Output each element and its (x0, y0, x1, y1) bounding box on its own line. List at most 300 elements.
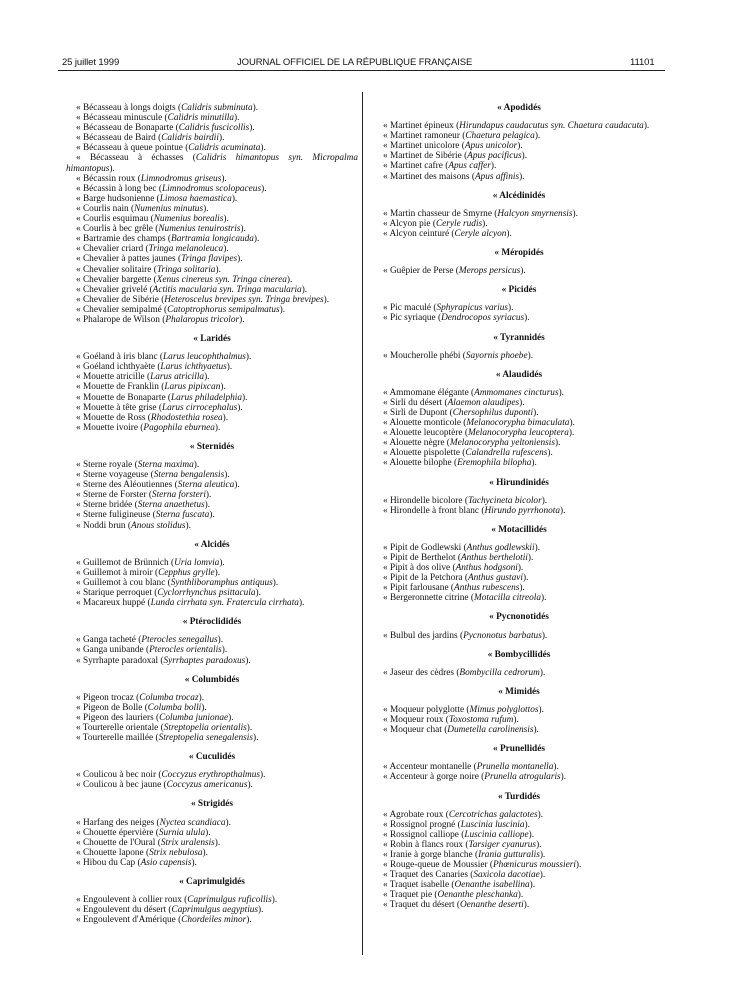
paren-open: ( (461, 542, 467, 553)
paren-close: ). (193, 460, 200, 470)
scientific-name: Anous stolidus (131, 520, 186, 531)
paren-open: ( (152, 567, 159, 578)
paren-close: ). (298, 598, 305, 609)
paren-open: ( (462, 573, 468, 584)
scientific-name: Ceryle rudis (435, 218, 483, 229)
species-entry (66, 780, 358, 790)
common-name: « Martinet unicolore (383, 141, 460, 152)
scientific-name: Caprimulgus aegyptius (171, 905, 259, 916)
paren-close: ). (223, 214, 229, 225)
common-name: « Chouette de l'Oural (76, 837, 156, 848)
scientific-name: Sterna forsteri (151, 490, 206, 501)
family-heading: « Laridés (193, 334, 231, 345)
paren-open: ( (165, 234, 172, 245)
scientific-name: Apus unicolor (464, 141, 518, 152)
common-name: « Chevalier grivelé (76, 284, 148, 295)
common-name: « Guillemot à miroir (76, 567, 153, 578)
scientific-name: Pagophila eburnea (143, 422, 215, 433)
paren-open: ( (168, 557, 175, 568)
species-entry (373, 131, 665, 141)
paren-open: ( (165, 392, 172, 403)
paren-open: ( (432, 890, 438, 901)
scientific-name: Syrrhaptes paradoxus (163, 655, 246, 666)
paren-close: ). (547, 448, 553, 459)
paren-close: ). (226, 362, 233, 373)
species-entry (373, 141, 665, 151)
paren-open: ( (459, 131, 466, 142)
paren-open: ( (443, 809, 449, 820)
family-heading: « Hirundinidés (489, 477, 549, 488)
paren-close: ). (239, 314, 245, 325)
species-entry (66, 510, 358, 520)
paren-close: ). (261, 183, 267, 194)
species-entry (66, 500, 358, 510)
common-name: « Mouette ivoire (76, 422, 138, 433)
common-name: « Chevalier semipalmé (76, 304, 162, 315)
paren-open: ( (135, 857, 141, 868)
scientific-name: Calidris acuminata (188, 143, 261, 154)
paren-close: ). (220, 382, 226, 393)
species-entry (66, 838, 358, 848)
paren-open: ( (144, 372, 151, 383)
paren-close: ). (191, 857, 197, 868)
family-heading: « Alcédinidés (492, 190, 546, 201)
common-name: « Jaseur des cèdres (383, 667, 454, 678)
species-entry (373, 840, 665, 850)
common-name: « Moqueur chat (383, 725, 442, 736)
species-entry (66, 275, 358, 285)
species-entry (66, 905, 358, 915)
scientific-name: Numenius minutus (134, 203, 204, 214)
paren-close: ). (520, 266, 526, 277)
paren-open: ( (161, 304, 168, 315)
family-heading: « Bombycillidés (487, 649, 551, 660)
paren-open: ( (153, 827, 159, 838)
common-name: « Traquet des Canaries (383, 870, 468, 881)
paren-open: ( (132, 460, 138, 470)
species-entry (66, 352, 358, 362)
scientific-name: Columba junionae (159, 712, 229, 723)
scientific-name: Bombycilla cedrorum (459, 667, 540, 678)
species-entry (373, 725, 665, 735)
paren-open: ( (148, 470, 154, 481)
paren-close: ). (560, 772, 567, 783)
species-entry (373, 313, 665, 323)
common-name: « Sterne des Aléoutiennes (76, 480, 173, 491)
species-entry (66, 393, 358, 403)
scientific-name: Streptopelia senegalensis (158, 733, 253, 744)
paren-close: ). (506, 228, 512, 239)
paren-open: ( (154, 817, 160, 828)
species-entry (66, 895, 358, 905)
header-date: 25 juillet 1999 (62, 57, 120, 68)
species-entry (373, 458, 665, 468)
common-name: « Sirli de Dupont (383, 407, 448, 418)
common-name: « Bécasseau à queue pointue (76, 143, 183, 154)
paren-close: ). (214, 837, 221, 848)
species-entry (66, 828, 358, 838)
common-name: « Pipit de la Petchora (383, 573, 463, 584)
common-name: « Sterne de Forster (76, 490, 147, 501)
scientific-name: Streptopelia orientalis (163, 722, 247, 733)
paren-close: ). (185, 520, 191, 531)
scientific-name: Larus philadelphia (171, 392, 243, 403)
common-name: « Traquet pie (383, 890, 433, 901)
species-entry (66, 558, 358, 568)
scientific-name: Larus ichthyaetus (160, 362, 227, 373)
paren-close: ). (490, 161, 497, 172)
common-name: « Harfang des neiges (76, 817, 155, 828)
common-name: « Phalarope de Wilson (76, 314, 160, 325)
scientific-name: Oenanthe deserti (459, 900, 524, 911)
paren-open: ( (158, 382, 165, 393)
family-heading: « Pycnonotidés (489, 612, 549, 623)
paren-close: ). (531, 458, 537, 469)
paren-close: ). (279, 304, 286, 315)
paren-close: ). (252, 103, 259, 113)
scientific-name: Anthus gustavi (467, 573, 523, 584)
species-entry (373, 229, 665, 239)
scientific-name: Caprimulgus ruficollis (187, 895, 272, 906)
common-name: « Traquet du désert (383, 900, 455, 911)
paren-open: ( (175, 254, 182, 265)
paren-close: ). (223, 244, 229, 255)
species-entry (373, 303, 665, 313)
scientific-name: Toxostoma rufum (448, 715, 514, 726)
paren-open: ( (454, 667, 460, 678)
paren-open: ( (175, 103, 182, 113)
paren-open: ( (152, 224, 159, 235)
common-name: « Engoulevent du désert (76, 905, 167, 916)
paren-close: ). (539, 849, 546, 860)
paren-open: ( (472, 849, 479, 860)
species-entry (66, 244, 358, 254)
paren-close: ). (524, 819, 530, 830)
paren-close: ). (569, 418, 575, 429)
paren-close: ). (219, 557, 225, 568)
species-entry (373, 830, 665, 840)
paren-close: ). (214, 422, 221, 433)
common-name: « Pipit de Berthelot (383, 553, 456, 563)
paren-close: ). (519, 397, 525, 408)
paren-close: ). (209, 510, 215, 521)
right-column (373, 103, 665, 911)
species-entry (66, 174, 358, 184)
paren-open: ( (132, 500, 138, 511)
species-entry (66, 113, 358, 123)
common-name: « Bartramie des champs (76, 234, 166, 245)
species-entry (373, 506, 665, 516)
scientific-name: Synthliboramphus antiquus (170, 577, 273, 588)
paren-close: ). (204, 500, 211, 511)
common-name: « Tourterelle orientale (76, 722, 159, 733)
common-name: « Rouge-queue de Moussier (383, 860, 488, 871)
common-name: « Pigeon trocaz (76, 692, 134, 703)
scientific-name: Asio capensis (140, 857, 192, 868)
scientific-name: Cyclorrhynchus psittacula (157, 588, 256, 599)
paren-close: ). (205, 490, 212, 501)
scientific-name: Luscinia calliope (464, 829, 529, 840)
paren-close: ). (529, 880, 536, 891)
family-heading: « Alcidés (194, 539, 230, 550)
paren-close: ). (559, 505, 566, 516)
scientific-name: Anthus hodgsoni (455, 563, 518, 574)
paren-open: ( (162, 113, 168, 124)
paren-close: ). (572, 208, 578, 219)
common-name: « Alouette nègre (383, 438, 445, 449)
scientific-name: Lunda cirrhata syn. Fratercula cirrhata (150, 598, 299, 609)
common-name: « Engoulevent à collier roux (76, 895, 182, 906)
common-name: « Goéland à iris blanc (76, 352, 158, 363)
scientific-name: Pterocles orientalis (149, 645, 222, 656)
paren-close: ). (109, 163, 115, 174)
scientific-name: Halcyon smyrnensis (497, 208, 573, 219)
species-entry (373, 573, 665, 583)
paren-close: ). (240, 224, 246, 235)
paren-open: ( (142, 702, 148, 713)
paren-open: ( (151, 274, 157, 285)
common-name: « Pipit farlousane (383, 583, 449, 594)
species-entry (373, 172, 665, 182)
paren-open: ( (137, 422, 144, 433)
scientific-name: Limosa haemastica (159, 193, 232, 204)
paren-open: ( (460, 418, 467, 429)
paren-open: ( (154, 193, 160, 204)
scientific-name: Pycnonotus barbatus (463, 630, 542, 641)
family-heading: « Turdidés (497, 791, 541, 802)
paren-open: ( (172, 480, 178, 491)
paren-open: ( (459, 141, 465, 152)
common-name: « Alouette bilophe (383, 458, 452, 469)
header-title: JOURNAL OFFICIEL DE LA RÉPUBLIQUE FRANÇAISE (237, 57, 473, 68)
paren-close: ). (523, 900, 530, 911)
common-name: « Guillemot de Brünnich (76, 557, 169, 568)
common-name: « Mouette de Bonaparte (76, 392, 166, 403)
scientific-name: Calidris bairdii (161, 133, 219, 144)
paren-open: ( (448, 583, 455, 594)
scientific-name: Sterna anaethetus (137, 500, 205, 511)
paren-open: ( (175, 915, 182, 926)
paren-close: ). (249, 123, 255, 134)
common-name: « Sterne voyageuse (76, 470, 149, 481)
paren-close: ). (517, 890, 524, 901)
scientific-name: Eremophila bilopha (457, 458, 532, 469)
common-name: « Alouette leucoptère (383, 428, 463, 439)
header-rule (58, 70, 665, 71)
species-entry (373, 428, 665, 438)
paren-close: ). (507, 303, 514, 314)
paren-open: ( (151, 264, 157, 275)
common-name: « Sirli du désert (383, 397, 443, 408)
species-entry (66, 848, 358, 858)
paren-open: ( (457, 630, 464, 641)
scientific-name: Heteroscelus brevipes syn. Tringa brevipes (164, 294, 324, 305)
species-entry (66, 184, 358, 194)
common-name: « Engoulevent d'Amérique (76, 915, 176, 926)
scientific-name: Phœnicurus moussieri (493, 860, 576, 871)
species-entry (373, 398, 665, 408)
paren-open: ( (181, 895, 188, 906)
species-entry (66, 818, 358, 828)
scientific-name: Mimus polyglottos (469, 704, 539, 715)
paren-open: ( (183, 153, 196, 164)
scientific-name: Melanocorypha leucoptera (467, 428, 569, 439)
scientific-name: Numenius tenuirostris (158, 224, 241, 235)
common-name: « Bécasseau à longs doigts (76, 103, 176, 113)
species-entry (373, 705, 665, 715)
scientific-name: Bartramia longicauda (171, 234, 254, 245)
scientific-name: Nyctea scandiaca (159, 817, 226, 828)
common-name: « Hirondelle à front blanc (383, 505, 480, 516)
common-name: « Hirondelle bicolore (383, 495, 463, 506)
paren-close: ). (231, 193, 238, 204)
family-heading: « Ptéroclididés (182, 617, 242, 628)
species-entry (66, 480, 358, 490)
paren-open: ( (143, 847, 150, 858)
paren-close: ). (247, 780, 253, 791)
paren-open: ( (148, 214, 154, 225)
common-name: « Bécasseau de Bonaparte (76, 123, 174, 134)
family-heading: « Motacillidés (491, 524, 547, 535)
paren-close: ). (218, 133, 225, 144)
paren-close: ). (537, 809, 544, 820)
species-entry (373, 388, 665, 398)
common-name: « Sterne fuligineuse (76, 510, 151, 521)
paren-open: ( (453, 121, 460, 132)
paren-close: ). (541, 593, 547, 604)
common-name: « Moqueur polyglotte (383, 704, 465, 715)
scientific-name: Prunella montanella (476, 762, 554, 773)
species-entry (373, 161, 665, 171)
common-name: « Rossignol calliope (383, 829, 459, 840)
common-name: « Bécassin roux (76, 173, 136, 184)
paren-close: ). (237, 402, 243, 413)
family-heading: « Columbidés (184, 674, 240, 685)
paren-close: ). (527, 350, 534, 361)
paren-close: ). (237, 254, 243, 265)
scientific-name: Melanocorypha bimaculata (466, 418, 570, 429)
common-name: « Pipit de Godlewski (383, 542, 462, 553)
scientific-name: Chaetura pelagica (465, 131, 535, 142)
species-entry (66, 713, 358, 723)
paren-close: ). (539, 870, 546, 881)
common-name: « Mouette de Ross (76, 412, 146, 423)
scientific-name: Irania gutturalis (478, 849, 540, 860)
species-entry (66, 315, 358, 325)
species-entry (373, 418, 665, 428)
common-name: « Sterne bridée (76, 500, 133, 511)
paren-close: ). (323, 294, 330, 305)
scientific-name: Xenus cinereus syn. Tringa cinerea (156, 274, 287, 285)
paren-open: ( (447, 407, 453, 418)
species-entry (373, 850, 665, 860)
paren-close: ). (242, 392, 248, 403)
family-heading: « Mimidés (498, 686, 540, 697)
species-entry (66, 521, 358, 531)
paren-close: ). (214, 567, 221, 578)
scientific-name: Tringa solitaria (156, 264, 216, 275)
scientific-name: Chordeiles minor (181, 915, 247, 926)
paren-close: ). (643, 121, 650, 132)
paren-open: ( (462, 428, 468, 439)
common-name: « Martinet ramoneur (383, 131, 460, 142)
common-name: « Syrrhapte paradoxal (76, 655, 159, 666)
paren-close: ). (539, 667, 546, 678)
paren-open: ( (155, 362, 161, 373)
common-name: « Mouette de Franklin (76, 382, 159, 393)
scientific-name: Dumetella carolinensis (447, 725, 534, 736)
scientific-name: Oenanthe pleschanka (437, 890, 518, 901)
common-name: « Pigeon de Bolle (76, 702, 143, 713)
paren-open: ( (443, 715, 449, 726)
family-heading: « Alaudidés (495, 369, 543, 380)
common-name: « Chevalier criard (76, 244, 144, 255)
common-name: « Starique perroquet (76, 588, 152, 599)
scientific-name: Tachycineta bicolor (467, 495, 542, 506)
common-name: « Agrobate roux (383, 809, 444, 820)
paren-close: ). (221, 645, 228, 656)
paren-open: ( (449, 228, 455, 239)
common-name: « Bécassin à long bec (76, 183, 157, 194)
paren-open: ( (459, 448, 466, 459)
scientific-name: Larus leucophthalmus (163, 352, 246, 363)
paren-open: ( (441, 725, 448, 736)
species-entry (66, 133, 358, 143)
scientific-name: Strix nebulosa (149, 847, 203, 858)
paren-close: ). (528, 829, 535, 840)
common-name: « Barge hudsonienne (76, 193, 155, 204)
common-name: « Macareux huppé (76, 598, 146, 609)
common-name: « Pipit à dos olive (383, 563, 451, 574)
scientific-name: Cepphus grylle (158, 567, 215, 578)
common-name: « Bulbul des jardins (383, 630, 458, 641)
paren-close: ). (541, 495, 548, 506)
family-heading: « Cuculidés (188, 752, 236, 763)
scientific-name: Hirundo pyrrhonota (484, 505, 560, 516)
common-name: « Goéland ichthyaète (76, 362, 155, 373)
species-entry (66, 588, 358, 598)
common-name: « Ganga tacheté (76, 635, 136, 646)
paren-close: ). (224, 470, 230, 481)
scientific-name: Prunella atrogularis (484, 772, 561, 783)
paren-open: ( (143, 645, 150, 656)
paren-close: ). (482, 218, 488, 229)
common-name: « Bécasseau à échasses (76, 153, 184, 164)
common-name: « Courlis esquimau (76, 214, 149, 225)
paren-close: ). (538, 704, 544, 715)
common-name: « Chevalier de Sibérie (76, 294, 159, 305)
paren-close: ). (258, 905, 264, 916)
common-name: « Courlis à bec grêle (76, 224, 153, 235)
species-entry (66, 224, 358, 234)
paren-close: ). (255, 588, 261, 599)
species-entry (66, 254, 358, 264)
family-heading: « Prunellidés (493, 744, 545, 755)
paren-open: ( (173, 123, 179, 134)
paren-open: ( (471, 762, 477, 773)
paren-open: ( (158, 722, 164, 733)
scientific-name: Calandrella rufescens (465, 448, 548, 459)
common-name: « Bécasseau minuscule (76, 113, 163, 124)
paren-close: ). (517, 563, 524, 574)
paren-open: ( (469, 171, 475, 182)
paren-open: ( (135, 173, 141, 184)
paren-close: ). (519, 171, 525, 182)
paren-close: ). (245, 352, 252, 363)
species-entry (66, 490, 358, 500)
species-entry (66, 103, 358, 113)
paren-close: ). (260, 143, 266, 154)
